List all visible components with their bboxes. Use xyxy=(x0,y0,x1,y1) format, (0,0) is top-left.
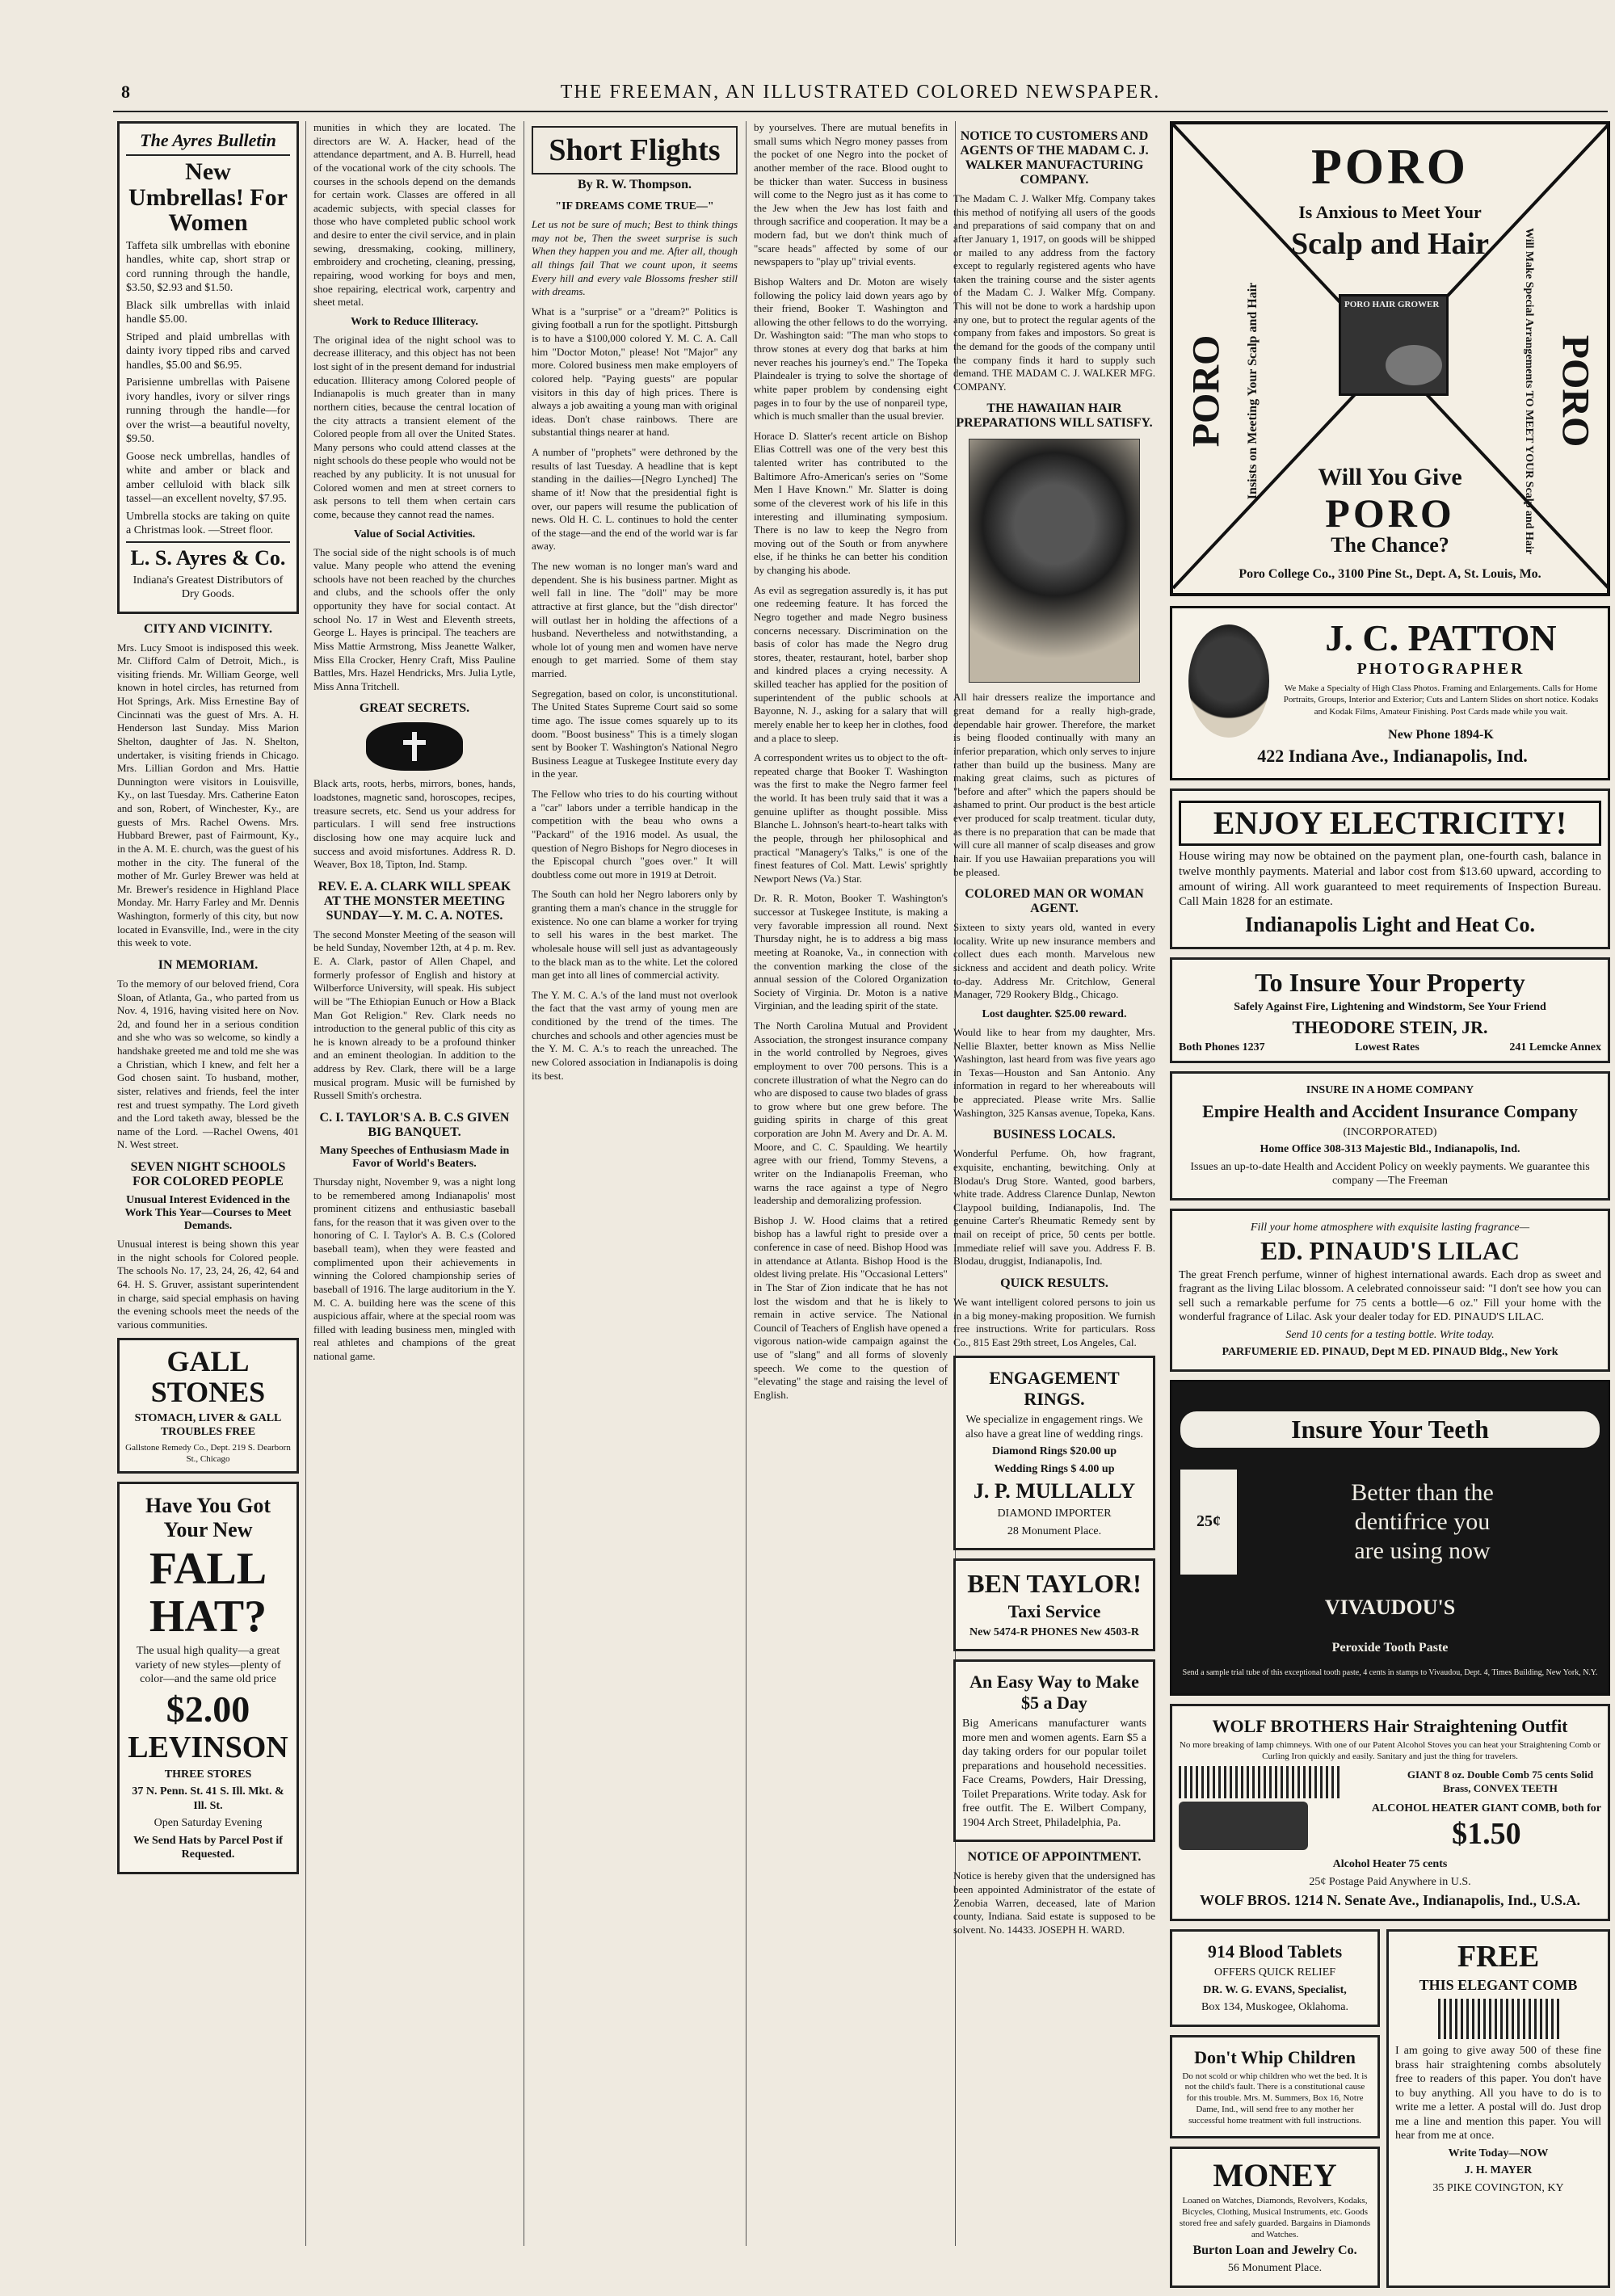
wolf-post: 25¢ Postage Paid Anywhere in U.S. xyxy=(1309,1875,1471,1888)
editorial-paragraph: The North Carolina Mutual and Provident Association, the strongest insurance company in the world controlled by Negroes, gives employment to over 700 persons. This is a concrete illustration of what the Negro can do who are disposed to cause two blades of grass to grow where but one grew before. The guiding spirits in charge of this great corporation are John M. Avery and Dr. A. M. Moore, and C. C. Spaulding. We heartily agree with our friend, Tommy Stevens, a writer on the Indianapolis Freeman, who warns the race against a type of Negro leadership and demoralizing profession. xyxy=(754,1020,948,1207)
night-schools-subheading: Unusual Interest Evidenced in the Work This Year—Courses to Meet Demands. xyxy=(124,1194,292,1232)
page-number: 8 xyxy=(121,82,130,102)
easy-title: An Easy Way to Make $5 a Day xyxy=(969,1672,1139,1714)
eng-text: We specialize in engagement rings. We also have a great line of wedding rings. xyxy=(965,1414,1144,1440)
patton-desc: We Make a Specialty of High Class Photos. Framing and Enlargements. Calls for Home Portraits, Groups, Interior and Exterior; Cuts and Lantern Slides on short notice. Kodaks and Kodak Films, Amateur Finishing. Post Cards made while you wait. xyxy=(1283,683,1599,717)
pinaud-lilac-ad xyxy=(1170,1209,1610,1372)
lost-heading: Lost daughter. $25.00 reward. xyxy=(982,1007,1127,1020)
clark-text: The second Monster Meeting of the season will be held Sunday, November 12th, at 4 p. m. Rev. E. A. Clark, pastor of Allen Chapel, and formerly professor of English and history at Wilberforce University, will speak. His subject will be "The Ethiopian Eunuch or How a Black Man Got Religion." Rev. Clark needs no introduction to the general public of this city as he is known already to be a profound thinker and an eminent theologian. In addition to the address by Rev. Clark, there will be a large musical program. Music will be furnished by Russell Smith's orchestra. xyxy=(313,927,515,1102)
flights-paragraph: Segregation, based on color, is unconstitutional. The United States Supreme Court said so some time ago. The issue comes squarely up to its doom. "Boost business" This is a timely slogan sent by Booker T. Washington's National Negro Business League at Tuskegee Institute every day in the year. xyxy=(532,687,738,780)
flights-paragraph: The South can hold her Negro laborers only by granting them a man's chance in the struggle for existence. No one can blame a worker for trying to sell his wares in the best market. The wholesale house will sell just as advantageously to the black man as to the white. Let the colored man get into all lines of commercial activity. xyxy=(532,888,738,982)
taxi-phones: New 5474-R PHONES New 4503-R xyxy=(969,1625,1139,1638)
editorial-paragraph: Bishop J. W. Hood claims that a retired bishop has a lawful right to preside over a conference in case of need. Bishop Hood was in attendance at Atlanta. Bishop Hood is the oldest living prelate. His "Occasional Letters" in The Star of Zion indicate that he has not lost the wisdom and that he is likely to remain in active service. The National Council of Teachers of English have opened a vigorous nation-wide campaign against the use of "slang" and all forms of slovenly speech. We come to the question of "elevating" the stage and raising the level of English. xyxy=(754,1213,948,1401)
empire-office: Home Office 308-313 Majestic Bld., Indianapolis, Ind. xyxy=(1260,1143,1520,1156)
whip-children-ad xyxy=(1170,2035,1380,2139)
levinson-stores: THREE STORES xyxy=(164,1768,252,1781)
easy-text: Big Americans manufacturer wants more men and women agents. Earn $5 a day taking orders for our popular toilet preparations and household necessities. Face Creams, Powders, Hair Dressing, Toilet Preparations. Write today. Ask for free outfit. The E. Wilbert Company, 1904 Arch Street, Philadelphia, Pa. xyxy=(962,1718,1146,1829)
quick-text: We want intelligent colored persons to join us in a big money-making proposition. We furnish free instructions. Write for particulars. Ross Co., 815 East 29th street, Los Angeles, Cal. xyxy=(953,1295,1155,1348)
ads-area xyxy=(1170,121,1610,2275)
levinson-hat-ad xyxy=(117,1482,299,1873)
ayres-item: Striped and plaid umbrellas with dainty ivory tipped ribs and carved handles, $5.00 and $6.95. xyxy=(126,330,290,372)
memoriam-text: To the memory of our beloved friend, Cora Sloan, of Atlanta, Ga., who parted from us Nov. 4, 1916, having visited here on Nov. 2d, and found her in a serious condition and she who was so welcome, so kindly a handshake greeted me and told me she was a Christian, which I knew, and felt her a God chosen saint. To husband, mother, sister, relatives and friends, feel the inter rest and truest sympathy. The Lord giveth and the Lord taketh away, blessed be the name of the Lord. —Rachel Owens, 401 N. West street. xyxy=(117,977,299,1151)
column-4 xyxy=(754,121,948,2246)
comb-text: I am going to give away 500 of these fine brass hair straightening combs absolutely free to readers of this paper. You don't have to buy anything. All you have to do is to write me a letter. A postal will do. Just drop me a line and mention this paper. You will hear from me at once. xyxy=(1395,2045,1601,2143)
secrets-heading: GREAT SECRETS. xyxy=(359,701,470,716)
secrets-text: Black arts, roots, herbs, mirrors, bones, hands, loadstones, magnetic sand, horoscopes, recipes, treasure secrets, etc. Send us your address for particulars. I will send free instructions disclosing how one may acquire luck and success and avoid misfortunes. Address R. D. Weaver, Box 18, Tipton, Ind. Stamp. xyxy=(313,777,515,871)
pinaud-text: The great French perfume, winner of highest international awards. Each drop as sweet and fragrant as the living Lilac blossom. A celebrated connoisseur said: "I don't see how you can sell such a remarkable perfume for 75 cents a bottle—6 oz." Fill your home with the wonderful fragrance of Lilac. Ask your dealer today for ED. PINAUD'S LILAC. xyxy=(1179,1268,1601,1324)
hawaiian-heading: THE HAWAIIAN HAIR PREPARATIONS WILL SATISFY. xyxy=(956,402,1153,431)
wolf-title: WOLF BROTHERS Hair Straightening Outfit xyxy=(1212,1715,1568,1736)
flights-paragraph: The Y. M. C. A.'s of the land must not overlook the fact that the vast army of young men are conditioned by the trend of the times. The churches and schools and other agencies must be the Y. M. C. A.'s to reach the unreached. The new Colored association in Indianapolis is doing its best. xyxy=(532,988,738,1082)
quick-heading: QUICK RESULTS. xyxy=(1000,1276,1108,1290)
tabs-doctor: DR. W. G. EVANS, Specialist, xyxy=(1203,1983,1347,1996)
whip-title: Don't Whip Children xyxy=(1194,2046,1356,2067)
short-flights-byline: By R. W. Thompson. xyxy=(577,178,692,191)
electricity-company: Indianapolis Light and Heat Co. xyxy=(1244,913,1536,936)
pinaud-title: ED. PINAUD'S LILAC xyxy=(1260,1236,1520,1266)
money-name: Burton Loan and Jewelry Co. xyxy=(1192,2243,1357,2258)
tabs-title: 914 Blood Tablets xyxy=(1207,1941,1343,1962)
gall-title: GALL STONES xyxy=(150,1345,266,1409)
agent-text: Sixteen to sixty years old, wanted in every locality. Write up new insurance members and collect dues each month. Marvelous new sickness and accident and death policy. Write to-day. Address Mr. Critchlow, General Manager, 729 Rookery Bldg., Chicago. xyxy=(953,921,1155,1001)
flights-paragraph: A number of "prophets" were dethroned by the results of last Tuesday. A headline that is kept standing in the dailies—[Negro Lynched] The shame of it! Now that the presidential fight is over, our papers will resume the publication of news. Old H. C. L. continues to hold the center of the stage—and the end of the world war is far away. xyxy=(532,446,738,553)
editorial-paragraph: As evil as segregation assuredly is, it has put one redeeming feature. It has forced the Negro together and made Negro business concerns necessary. Discrimination on the basis of color has made the Negro drug stores, theater, restaurant, hotel, barber shop and kindred places a crying necessity. A skilled teacher has applied for the position of superintendent of the public schools at Bayonne, N. J., asking for a salary that will merely enable her to keep her in clothes, food and a place to sleep. xyxy=(754,583,948,744)
whip-text: Do not scold or whip children who wet the bed. It is not the child's fault. There is a constitutional cause for this trouble. Mrs. M. Summers, Box 16, Notre Dame, Ind., will send free to any mother her successful home treatment with full instructions. xyxy=(1182,2071,1368,2126)
poro-product-box xyxy=(1339,294,1449,396)
comb-icon xyxy=(1179,1766,1340,1798)
night-schools-heading: SEVEN NIGHT SCHOOLS FOR COLORED PEOPLE xyxy=(130,1160,286,1188)
clark-heading: REV. E. A. CLARK WILL SPEAK AT THE MONSTER MEETING SUNDAY—Y. M. C. A. NOTES. xyxy=(318,879,511,923)
night-schools-text: Unusual interest is being shown this year in the night schools for Colored people. The schools No. 17, 23, 24, 26, 42, 64 and 64. H. S. Gruver, assistant superintendent in charge, said special emphasis on having the evening schools meet the needs of the various communities. xyxy=(117,1238,299,1331)
levinson-price: $2.00 xyxy=(166,1688,250,1730)
empire-text: Issues an up-to-date Health and Accident Policy on weekly payments. We guarantee this company —The Freeman xyxy=(1190,1160,1590,1188)
taxi-sub: Taxi Service xyxy=(1007,1600,1101,1621)
gall-sub: STOMACH, LIVER & GALL TROUBLES FREE xyxy=(134,1411,282,1439)
hawaiian-text: All hair dressers realize the importance and great demand for a really high-grade, dependable hair grower. Therefore, the market is being flooded continually with many an inferior preparation, which only serves to injure rather than build up the business. Many are making great claims, such as pictures of "before and after" which the papers should be ashamed to print. Our product is the best article ever produced for scalp treatment. ticular duty, as there is no preparation that can be made that will cure all manner of scalp diseases and grow hair. If you use Hawaiian preparations you will be pleased. xyxy=(953,691,1155,878)
money-loan-ad xyxy=(1170,2147,1380,2288)
notices-column xyxy=(953,121,1155,2242)
taxi-title: BEN TAYLOR! xyxy=(967,1569,1142,1599)
ayres-logo: The Ayres Bulletin xyxy=(126,130,290,156)
patton-ad xyxy=(1170,606,1610,780)
city-text: Mrs. Lucy Smoot is indisposed this week. Mr. Clifford Calm of Detroit, Mich., is visiting friends. Mr. William George, well known in hotel circles, has returned from Hot Springs, Ark. Miss Ernestine Bay of Cincinnati was the guest of Mrs. A. H. Henderson last Sunday. Miss Marion Shelton, daughter of Jas. N. Shelton, undertaker, is visiting friends in Chicago. Mrs. Lillian Gordon and Mrs. Hattie Dunnington were visitors in Louisville, Ky., on last Tuesday. Mrs. Catherine Eaton and son, Robert, of Winchester, Ky., are guests of Mrs. Rachel Owens. Mrs. Hubbard Brewer, past of Fairmount, Ky., in the A. M. E. church, was the guest of his mother in the city. The funeral of the mother of Mr. Gurley Brewer was held at Mr. Brewer's residence in Highland Place Monday. Mr. Harry Farley and Mr. Dennis Washington, formerly of this city, but now located in Evansville, Ind., were in the city this week to vote. xyxy=(117,641,299,949)
brass-comb-icon xyxy=(1438,1999,1559,2039)
poro-ad xyxy=(1170,121,1610,596)
appointment-heading: NOTICE OF APPOINTMENT. xyxy=(967,1850,1142,1865)
electricity-title: ENJOY ELECTRICITY! xyxy=(1179,801,1601,846)
vivaudou-teeth-ad xyxy=(1170,1380,1610,1696)
electricity-text: House wiring may now be obtained on the payment plan, one-fourth cash, balance in twelve monthly payments. Material and labor cost from $13.60 upward, according to amount of wiring. All work guaranteed to meet requirements of Inspection Bureau. Call Main 1828 for an estimate. xyxy=(1179,850,1601,909)
comb-name: J. H. MAYER xyxy=(1464,2164,1533,2177)
illiteracy-heading: Work to Reduce Illiteracy. xyxy=(351,315,478,328)
pinaud-sub: Send 10 cents for a testing bottle. Write today. xyxy=(1285,1328,1495,1341)
ayres-item: Umbrella stocks are taking on quite a Christmas look. —Street floor. xyxy=(126,510,290,536)
stein-sub: Safely Against Fire, Lightening and Windstorm, See Your Friend xyxy=(1234,1000,1546,1013)
short-flights-title: Short Flights xyxy=(532,126,738,175)
lost-text: Would like to hear from my daughter, Mrs. Nellie Blaxter, better known as Miss Nellie Washington, last heard from was five years ago in Texas—Houston and San Antonio. Any information in regard to her whereabouts will be appreciated. Please write Mrs. Sallie Washington, 325 Kansas avenue, Topeka, Kans. xyxy=(953,1025,1155,1119)
comb-address: 35 PIKE COVINGTON, KY xyxy=(1432,2181,1564,2194)
poro-bottom: PORO xyxy=(1325,490,1455,536)
ayres-item: Taffeta silk umbrellas with ebonine handles, white cap, short strap or cord running through the handle, $3.50, $2.93 and $1.50. xyxy=(126,239,290,294)
column-1 xyxy=(117,121,299,2246)
easy-money-ad xyxy=(953,1659,1155,1842)
poro-box-label: PORO HAIR GROWER xyxy=(1344,300,1440,309)
column-3 xyxy=(532,121,738,2246)
teeth-footer: Send a sample trial tube of this exceptional tooth paste, 4 cents in stamps to Vivaudou, Dept. 4, Times Building, New York, N.Y. xyxy=(1182,1667,1598,1677)
ayres-tagline: Indiana's Greatest Distributors of Dry Goods. xyxy=(132,574,284,600)
wolf-comb: GIANT 8 oz. Double Comb 75 cents Solid Brass, CONVEX TEETH xyxy=(1407,1768,1594,1794)
empire-insurance-ad xyxy=(1170,1071,1610,1201)
editorial-paragraph: Dr. R. R. Moton, Booker T. Washington's successor at Tuskegee Institute, is making a very favorable impression all round. Next Thursday night, he is to address a big mass meeting at Roanoke, Va., in connection with the convention marking the close of the annual session of the Colored Organization Society of Virginia. Dr. Moton is a native Virginian, and the leading spirit of the state. xyxy=(754,892,948,1012)
wolf-footer: WOLF BROS. 1214 N. Senate Ave., Indianapolis, Ind., U.S.A. xyxy=(1199,1892,1581,1909)
schools-continued-text: munities in which they are located. The directors are W. A. Hacker, head of the attendance department, and A. B. Hurrell, head of the vocational work of the city schools. The courses in the schools depend on the demands for certain work. Classes are offered in all academic subjects, with special classes for those who have completed public school work and desire to enter the civil service, and in plain sewing, dressmaking, cooking, millinery, embroidery and crocheting, cleaning, pressing, repairing, wood working for boys and men, shoe repairing, electrical work, carpentry and sheet metal. xyxy=(313,121,515,309)
stein-address: 241 Lemcke Annex xyxy=(1509,1041,1601,1054)
stein-rates: Lowest Rates xyxy=(1355,1041,1419,1054)
wolf-heater: Alcohol Heater 75 cents xyxy=(1332,1858,1448,1871)
empire-inc: (INCORPORATED) xyxy=(1343,1125,1437,1138)
poro-right-text: Will Make Special Arrangements TO MEET YOUR Scalp and Hair xyxy=(1523,227,1535,555)
stein-phones: Both Phones 1237 xyxy=(1179,1041,1265,1054)
empire-title: Empire Health and Accident Insurance Company xyxy=(1202,1100,1578,1121)
comb-write: Write Today—NOW xyxy=(1448,2147,1549,2159)
poem-heading: "IF DREAMS COME TRUE—" xyxy=(555,200,714,212)
taylor-heading: C. I. TAYLOR'S A. B. C.S GIVEN BIG BANQUET. xyxy=(319,1110,510,1139)
tabs-sub: OFFERS QUICK RELIEF xyxy=(1213,1966,1336,1979)
poro-right-word: PORO xyxy=(1554,334,1597,448)
illiteracy-text: The original idea of the night school was to decrease illiteracy, and this object has not been lost sight of in the present demand for industrial education. Illiteracy among Colored people of Indianapolis is much greater than in many northern cities, because the central location of the city attracts a transient element of the Colored people from all over the United States. Many persons who could attend classes at the night schools do these people who would not be reached by any publicity. It is not unusual for Colored women and men at street corners to ask persons to tell them when certain cars come, because they cannot read the names. xyxy=(313,333,515,520)
editorial-paragraph: by yourselves. There are mutual benefits in small sums which Negro money passes from the pocket of one Negro into the pocket of another member of the race. Blood ought to be thicker than water. Success in business will come to the Negro just as it has come to the Jew when the Jew has lost faith and through sacrifice and cooperation. It may be a modern fad, but we don't think much of "scare heads" affected by some of our newspapers to "play up" trivial events. xyxy=(754,121,948,268)
electricity-ad xyxy=(1170,788,1610,949)
empire-top: INSURE IN A HOME COMPANY xyxy=(1306,1084,1474,1097)
teeth-brand: VIVAUDOU'S xyxy=(1324,1595,1456,1619)
social-heading: Value of Social Activities. xyxy=(353,528,476,540)
pinaud-line1: Fill your home atmosphere with exquisite lasting fragrance— xyxy=(1250,1221,1530,1234)
comb-sub: THIS ELEGANT COMB xyxy=(1419,1977,1578,1994)
woman-portrait-photo xyxy=(969,439,1140,683)
editorial-paragraph: Bishop Walters and Dr. Moton are wisely following the policy laid down years ago by their friend, Booker T. Washington and allowing the other fellows to do the worrying. Dr. Washington said: "The man who stops to throw stones at every dog that barks at him never reaches his journey's end." The Topeka Plaindealer is trying to solve the shortage of white paper problem by condensing eight pages in to four by the use of nonpareil type, which is much smaller than the usual brevier. xyxy=(754,275,948,423)
levinson-hours: Open Saturday Evening xyxy=(154,1817,263,1830)
business-text: Wonderful Perfume. Oh, how fragrant, exquisite, enchanting, bewitching. Only at Blodau's Drug Store. Wanted, good barbers, white trade. Address Clarence Dunlap, Newton Claypool building, Indianapolis, Ind. The genuine Carter's Rheumatic Remedy sent by mail on receipt of price, 50 cents per bottle. Immediate relief will save you. Address F. B. Blodau, druggist, Indianapolis, Ind. xyxy=(953,1147,1155,1268)
eng-title: ENGAGEMENT RINGS. xyxy=(989,1368,1120,1410)
column-rule xyxy=(305,121,306,2246)
column-rule xyxy=(746,121,747,2246)
levinson-line1: Have You Got Your New xyxy=(145,1494,271,1542)
pinaud-footer: PARFUMERIE ED. PINAUD, Dept M ED. PINAUD Bldg., New York xyxy=(1222,1346,1558,1359)
patton-address: 422 Indiana Ave., Indianapolis, Ind. xyxy=(1257,746,1528,766)
appointment-text: Notice is hereby given that the undersigned has been appointed Administrator of the estate of Zenobia Warren, deceased, late of Marion county, Indiana. Said estate is supposed to be solvent. No. 14433. JOSEPH H. WARD. xyxy=(953,1869,1155,1936)
money-text: Loaned on Watches, Diamonds, Revolvers, Kodaks, Bicycles, Clothing, Musical Instruments, etc. Goods stored free and safely guarded. Bargains in Diamonds and Watches. xyxy=(1179,2196,1371,2239)
editorial-paragraph: Horace D. Slatter's recent article on Bishop Elias Cottrell was one of the very best this talented writer has contributed to the Baltimore Afro-American's series on "Some Men I Have Known." Mr. Slatter is doing some of the cleverest work of his life in this interesting and illuminating symposium. There is no law to keep the Negro from moving out of the South or from anywhere else, if he thinks he can better his condition by changing his abode. xyxy=(754,429,948,576)
teeth-line1: Better than the xyxy=(1351,1478,1494,1506)
alcohol-heater-icon xyxy=(1179,1802,1308,1850)
blood-tablets-ad xyxy=(1170,1929,1380,2027)
taylor-subheading: Many Speeches of Enthusiasm Made in Favor of World's Beaters. xyxy=(319,1144,510,1170)
stein-insurance-ad xyxy=(1170,957,1610,1063)
free-comb-ad xyxy=(1386,1929,1610,2288)
memoriam-heading: IN MEMORIAM. xyxy=(158,957,259,972)
cross-icon xyxy=(366,722,463,771)
toothpaste-tube-icon xyxy=(1180,1470,1237,1575)
poro-will: Will You Give xyxy=(1318,464,1462,490)
levinson-post: We Send Hats by Parcel Post if Requested. xyxy=(133,1834,283,1861)
stein-name: THEODORE STEIN, JR. xyxy=(1292,1017,1488,1038)
flights-paragraph: The new woman is no longer man's ward and dependent. She is his business partner. Might as well fall in line. The "doll" may be more attractive at first glance, but the "dish director" will outlast her in holding the affections of a husband. Nevertheless and notwithstanding, a whole lot of young men and women have nerve enough to get married. Some of them stay married. xyxy=(532,560,738,679)
gall-address: Gallstone Remedy Co., Dept. 219 S. Dearborn St., Chicago xyxy=(125,1442,291,1464)
poro-left-text: Insists on Meeting Your Scalp and Hair xyxy=(1246,282,1260,500)
ayres-headline: New Umbrellas! For Women xyxy=(128,158,288,236)
wolf-price: $1.50 xyxy=(1452,1817,1521,1852)
city-heading: CITY AND VICINITY. xyxy=(143,621,272,636)
walker-notice-heading: NOTICE TO CUSTOMERS AND AGENTS OF THE MADAM C. J. WALKER MANUFACTURING COMPANY. xyxy=(960,129,1149,187)
eng-addr: 28 Monument Place. xyxy=(1007,1524,1102,1537)
teeth-sub: Peroxide Tooth Paste xyxy=(1331,1640,1449,1655)
column-2 xyxy=(313,121,515,2246)
wolf-heater-label: ALCOHOL HEATER GIANT COMB, both for xyxy=(1371,1802,1601,1815)
taylor-text: Thursday night, November 9, was a night long to be remembered among Indianapolis' most prominent citizens and enthusiastic baseball fans, for the reason that it was given over to the honoring of C. I. Taylor's A. B. C.s (Colored baseball team), when they were feasted and complimented upon their achievements in winning the Colored championship series of baseball of 1916. The large auditorium in the Y. M. C. A. building here was the scene of this auspicious affair, where at the special room was filled with leading business men, mingled with real athletes and champions of the great national game. xyxy=(313,1175,515,1362)
eng-line2: Wedding Rings $ 4.00 up xyxy=(994,1462,1115,1475)
teeth-title: Insure Your Teeth xyxy=(1180,1411,1600,1448)
business-heading: BUSINESS LOCALS. xyxy=(993,1128,1116,1142)
patton-portrait xyxy=(1188,624,1269,738)
poro-chance: The Chance? xyxy=(1331,533,1449,557)
ayres-item: Parisienne umbrellas with Paisene ivory handles, ivory or silver rings running through the handle—for over the wrist—a beautiful novelty, $9.50. xyxy=(126,376,290,445)
poro-address: Poro College Co., 3100 Pine St., Dept. A, St. Louis, Mo. xyxy=(1239,567,1541,581)
poem-text: Let us not be sure of much; Best to think things may not be, Then the sweet surprise is such When they happen you and me. After all, though all things fail That we count upon, it seems Every hill and every vale Blossoms fresher still with dreams. xyxy=(532,218,738,298)
masthead xyxy=(113,77,1608,112)
teeth-price: 25¢ xyxy=(1197,1512,1221,1531)
poro-left-word: PORO xyxy=(1184,334,1228,448)
poro-top: PORO xyxy=(1310,140,1470,195)
levinson-desc: The usual high quality—a great variety of new styles—plenty of color—and the same old price xyxy=(135,1645,281,1686)
poro-scalp: Scalp and Hair xyxy=(1291,227,1489,261)
eng-sub: DIAMOND IMPORTER xyxy=(997,1508,1112,1520)
teeth-line2: dentifrice you xyxy=(1354,1508,1491,1535)
money-address: 56 Monument Place. xyxy=(1227,2262,1323,2275)
levinson-address: 37 N. Penn. St. 41 S. Ill. Mkt. & Ill. St. xyxy=(132,1785,284,1812)
patton-name: J. C. PATTON xyxy=(1325,617,1557,658)
eng-line1: Diamond Rings $20.00 up xyxy=(991,1445,1117,1458)
stein-footer xyxy=(1179,1041,1601,1054)
tabs-address: Box 134, Muskogee, Oklahoma. xyxy=(1201,2001,1348,2014)
newspaper-title: THE FREEMAN, AN ILLUSTRATED COLORED NEWSPAPER. xyxy=(560,82,1161,103)
flights-paragraph: What is a "surprise" or a "dream?" Politics is giving football a run for the spotlight. Pittsburgh is to have a $100,000 colored Y. M. C. A. Call him "Doctor Moton," please! Not "Major" any more. Colored business men make employers of colored help. "Paying guests" are popular visitors in this day of high prices. There is always a job awaiting a young man with original ideas. Don't chase rainbows. There are substantial things nearer at hand. xyxy=(532,305,738,439)
wolf-brothers-ad xyxy=(1170,1704,1610,1921)
walker-notice-text: The Madam C. J. Walker Mfg. Company takes this method of notifying all users of the goods and preparations of said company that on and after January 1, 1917, on goods will be shipped or mailed to any address from the factory except to regularly registered agents who have taken the training course and the sister agents of the Madam C. J. Walker Mfg. Company. This will not be done to work a hardship upon any one, but to protect the regular agents of the company from fakes and impostors. So great is the demand for the goods of the company until the company finds it hard to supply such demand. THE MADAM C. J. WALKER MFG. COMPANY. xyxy=(953,192,1155,393)
stein-title: To Insure Your Property xyxy=(1255,968,1525,997)
ayres-umbrella-ad xyxy=(117,121,299,614)
levinson-store: LEVINSON xyxy=(128,1730,288,1764)
taxi-ad xyxy=(953,1558,1155,1651)
gall-stones-ad xyxy=(117,1338,299,1474)
engagement-rings-ad xyxy=(953,1356,1155,1550)
ayres-item: Goose neck umbrellas, handles of white and amber or black and amber celluloid with black silk tassel—an excellent novelty, $7.95. xyxy=(126,450,290,505)
eng-name: J. P. MULLALLY xyxy=(973,1479,1136,1503)
money-title: MONEY xyxy=(1213,2157,1337,2194)
agent-heading: COLORED MAN OR WOMAN AGENT. xyxy=(965,887,1144,916)
wolf-text: No more breaking of lamp chimneys. With one of our Patent Alcohol Stoves you can heat your Straightening Comb or Curling Iron quickly and easily. Sanitary and just the thing for travelers. xyxy=(1179,1739,1601,1761)
flights-paragraph: The Fellow who tries to do his courting without a "car" labors under a terrible handicap in the competition with the beau who owns a "Packard" of the 1916 model. As usual, the question of Negro Bishops for Negro dioceses in the Episcopal church "goes over." It will doubtless come out more in 1919 at Detroit. xyxy=(532,788,738,881)
editorial-paragraph: A correspondent writes us to object to the oft-repeated charge that Booker T. Washington was the first to make the Negro farmer feel the world. It has been truly said that it was a genuine uplifter as thought possible. Miss Blanche L. Johnson's heart-to-heart talks with the people, through her philosophical and practical "Managery's Talks," is one of the finest features of Col. Matt. Lewis' sprightly Newport News (Va.) Star. xyxy=(754,751,948,885)
ayres-store-name: L. S. Ayres & Co. xyxy=(126,541,290,570)
ayres-item: Black silk umbrellas with inlaid handle $5.00. xyxy=(126,299,290,326)
patton-phone: New Phone 1894-K xyxy=(1388,728,1494,742)
teeth-line3: are using now xyxy=(1354,1537,1491,1564)
social-text: The social side of the night schools is of much value. Many people who attend the evening schools have not been reached by the churches and clubs, and the schools offer the only opportunity they have for social contact. At school No. 17 in West and Eleventh streets, George L. Hayes is principal. The teachers are Miss Mattie Armstrong, Miss Jeanette Walker, Miss Ella Crocker, Henry Craft, Miss Pauline Battles, Mrs. Hazel Hendricks, Mrs. Julia Lytle, Miss Anna Tritchell. xyxy=(313,545,515,692)
levinson-fall-hat: FALL HAT? xyxy=(149,1544,267,1642)
poro-anxious: Is Anxious to Meet Your xyxy=(1298,202,1482,222)
comb-free: FREE xyxy=(1457,1940,1540,1974)
patton-profession: PHOTOGRAPHER xyxy=(1356,660,1525,678)
